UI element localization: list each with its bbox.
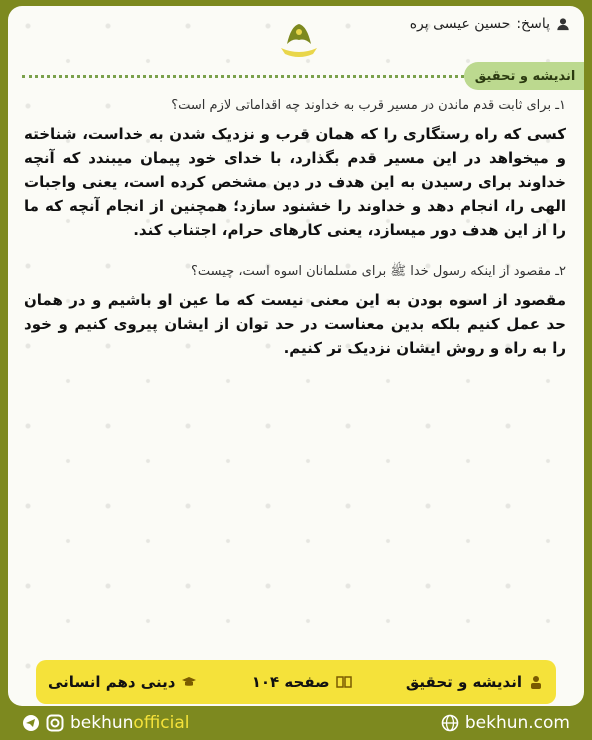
answer-name: حسین عیسی پره (409, 16, 511, 32)
answer-header (410, 16, 570, 32)
student-icon (528, 674, 544, 690)
footer-bar (36, 660, 556, 704)
user-icon (556, 17, 570, 31)
dotted-divider (22, 75, 464, 78)
telegram-icon[interactable] (22, 714, 40, 732)
book-open-icon (336, 674, 352, 690)
bottom-bar (0, 706, 592, 740)
website-link[interactable]: bekhun.com (441, 713, 570, 733)
social-handle[interactable]: bekhunofficial (22, 713, 189, 733)
footer-book: دینی دهم انسانی (48, 673, 197, 691)
question-1: ۱ـ برای ثابت قدم ماندن در مسیر قرب به خداوند چه اقداماتی لازم است؟ (171, 98, 566, 113)
globe-icon (441, 714, 459, 732)
qa-content (24, 96, 566, 380)
answer-prefix: پاسخ: (516, 16, 550, 32)
graduation-cap-icon (181, 674, 197, 690)
question-2: ۲ـ مقصود از اینکه رسول خدا ﷺ برای مسلمانان اسوه است، چیست؟ (190, 264, 566, 279)
bekhun-logo-icon (277, 18, 321, 58)
content-card (8, 6, 584, 706)
section-tab: اندیشه و تحقیق (464, 62, 584, 90)
instagram-icon[interactable] (46, 714, 64, 732)
footer-subject: اندیشه و تحقیق (406, 673, 544, 691)
answer-2: مقصود از اسوه بودن به این معنی نیست که ما عین او باشیم و در همان حد عمل کنیم بلکه بدین معناست در حد توان از ایشان پیروی کنیم و خود را به راه و روش ایشان نزدیک تر کنیم. (24, 291, 566, 357)
footer-page: صفحه ۱۰۴ (252, 673, 352, 691)
answer-1: کسی که راه رستگاری را که همان قرب و نزدیک شدن به خداست، شناخته و میخواهد در این مسیر قدم بگذارد، با خدای خود پیمان میبندد که آنچه خداوند برای رسیدن به این هدف در دین مشخص کرده است، یعنی واجبات الهی را، انجام دهد و خداوند را خشنود سازد؛ همچنین از انجام آنچه که ما را از این هدف دور میسازد، یعنی کارهای حرام، اجتناب کند. (24, 125, 566, 239)
